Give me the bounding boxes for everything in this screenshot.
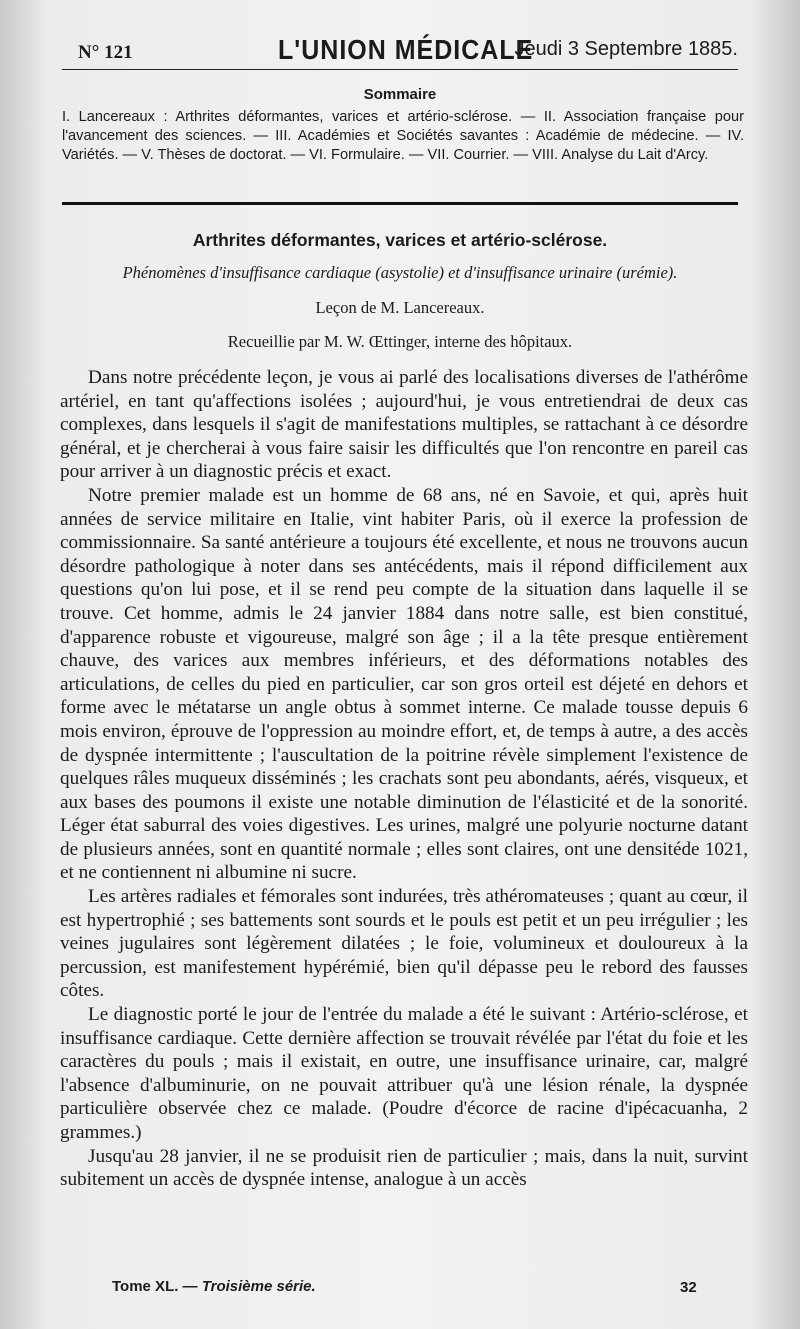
paragraph: Dans notre précédente leçon, je vous ai parlé des localisations diverses de l'athérôme artériel, en tant qu'affections isolées ; aujourd'hui, je vous entretiendrai de deux cas complexes, dans lesquels il s'agit de manifestations multiples, se rattachant à ce désordre général, et je chercherai à vous faire saisir les difficultés que l'on rencontre en pareil cas pour arriver à un diagnostic précis et exact. [60, 367, 748, 483]
footer-series: Troisième série. [201, 1278, 316, 1295]
header-rule [62, 69, 738, 70]
footer-volume [112, 1278, 316, 1295]
page-header [62, 28, 738, 68]
sommaire-rule [62, 202, 738, 205]
article-title: Arthrites déformantes, varices et artério-sclérose. [192, 230, 608, 250]
issue-number: N° 121 [78, 42, 133, 63]
article-lecon: Leçon de M. Lancereaux. [315, 298, 485, 317]
footer-volume-label: Tome XL. — [112, 1278, 202, 1295]
sommaire-text: I. Lancereaux : Arthrites déformantes, varices et artério-sclérose. — II. Association française pour l'avancement des sciences. — III. Académies et Sociétés savantes : Académie de médecine. — IV. Variétés. — V. Thèses de doctorat. — VI. Formulaire. — VII. Courrier. — VIII. Analyse du Lait d'Arcy. [62, 109, 744, 163]
paragraph: Jusqu'au 28 janvier, il ne se produisit rien de particulier ; mais, dans la nuit, survint subitement un accès de dyspnée intense, analogue à un accès [60, 1145, 748, 1191]
journal-title: L'UNION MÉDICALE [278, 34, 534, 66]
paragraph: Les artères radiales et fémorales sont indurées, très athéromateuses ; quant au cœur, il est hypertrophié ; ses battements sont sourds et le pouls est petit et un peu irrégulier ; les veines jugulaires sont légèrement dilatées ; le foie, volumineux et douloureux à la percussion, est manifestement hypérémié, bien qu'il dépasse peu le rebord des fausses côtes. [60, 886, 748, 1002]
issue-date: Jeudi 3 Septembre 1885. [514, 38, 738, 60]
sommaire-title: Sommaire [363, 86, 437, 103]
paragraph: Le diagnostic porté le jour de l'entrée du malade a été le suivant : Artério-sclérose, et insuffisance cardiaque. Cette dernière affection se trouvait révélée par l'état du foie et les caractères du pouls ; mais il existait, en outre, une insuffisance urinaire, car, malgré l'absence d'albuminurie, on ne pouvait attribuer qu'à une lésion rénale, la dyspnée particulière observée chez ce malade. (Poudre d'écorce de racine d'ipécacuanha, 2 grammes.) [60, 1004, 748, 1143]
article-body [60, 366, 748, 1192]
paragraph: Notre premier malade est un homme de 68 ans, né en Savoie, et qui, après huit années de service militaire en Italie, vint habiter Paris, où il exerce la profession de commissionnaire. Sa santé antérieure a toujours été excellente, et nous ne trouvons aucun désordre pathologique à noter dans ses antécédents, mais il répond difficilement aux questions qu'on lui pose, et il se rend peu compte de la situation dans laquelle il se trouve. Cet homme, admis le 24 janvier 1884 dans notre salle, est bien constitué, d'apparence robuste et vigoureuse, malgré son âge ; il a la tête presque entièrement chauve, des varices aux membres inférieurs, et des déformations notables des articulations, de celles du pied en particulier, car son gros orteil est déjeté en dehors et forme avec le métatarse un angle obtus à sommet interne. Ce malade tousse depuis 6 mois environ, éprouve de l'oppression au moindre effort, et, de temps à autre, a des accès de dyspnée intermittente ; l'auscultation de la poitrine révèle simplement l'existence de quelques râles muqueux disséminés ; les crachats sont peu abondants, aérés, visqueux, et aux bases des poumons il existe une notable diminution de l'élasticité et de la sonorité. Léger état saburral des voies digestives. Les urines, malgré une polyurie nocturne datant de plusieurs années, sont en quantité normale ; elles sont claires, ont une densitéde 1021, et ne contiennent ni albumine ni sucre. [60, 484, 748, 884]
article-subtitle: Phénomènes d'insuffisance cardiaque (asystolie) et d'insuffisance urinaire (urémie). [122, 263, 678, 282]
page-number: 32 [680, 1279, 697, 1296]
article-byline: Recueillie par M. W. Œttinger, interne des hôpitaux. [227, 332, 573, 351]
